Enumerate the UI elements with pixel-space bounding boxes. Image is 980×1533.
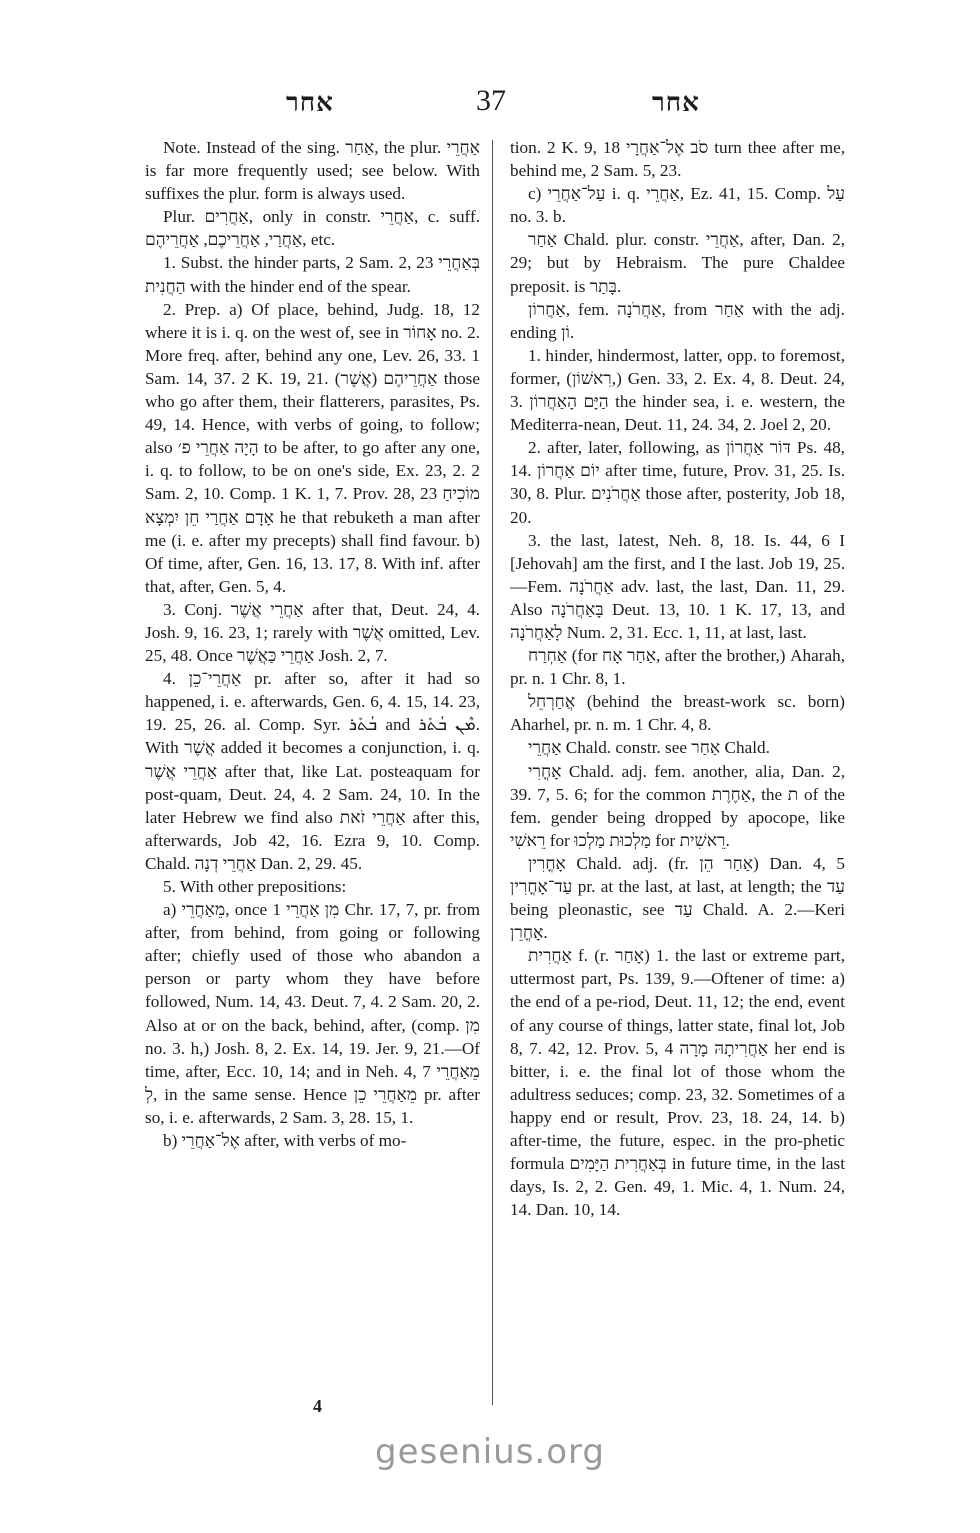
entry-paragraph: 5. With other prepositions: <box>163 877 347 896</box>
page-number: 37 <box>476 84 506 117</box>
entry-paragraph: אָחֳרִין Chald. adj. (fr. אַחַר הֵן) Dan. 4, 5 עַד־אָחֳרִין pr. at the last, at last, at length; the עַד being pleonastic, see עַד Chald. A. 2.—Keri אָחֳרֵן. <box>510 853 845 943</box>
right-column <box>510 136 845 1221</box>
entry-paragraph: 2. after, later, following, as דּוֹר אַחֲרוֹן Ps. 48, 14. יוֹם אַחֲרוֹן after time, future, Prov. 31, 25. Is. 30, 8. Plur. אַחֲרֹנִים those after, posterity, Job 18, 20. <box>510 438 846 527</box>
entry-paragraph: b) אֶל־אַחֲרֵי after, with verbs of mo- <box>163 1131 407 1151</box>
entry-paragraph: 1. Subst. the hinder parts, 2 Sam. 2, 23 בְּאַחֲרֵי הַחֲנִית with the hinder end of the spear. <box>145 253 480 296</box>
entry-paragraph: tion. 2 K. 9, 18 סֹב אֶל־אַחֲרָי turn thee after me, behind me, 2 Sam. 5, 23. <box>510 138 846 181</box>
entry-paragraph: Note. Instead of the sing. אַחַר, the plur. אַחֲרֵי is far more frequently used; see below. With suffixes the plur. form is always used. <box>145 138 480 204</box>
entry-paragraph: אַחֲרוֹן, fem. אַחֲרֹנָה, from אַחַר with the adj. ending וֹן. <box>510 299 845 342</box>
entry-paragraph: a) מֵאַחֲרֵי, once מִן אַחֲרֵי 1 Chr. 17, 7, pr. from after, from behind, from going or following after; chiefly used of those who abandon a person or party whom they have before followed, Num. 14, 43. Deut. 7, 4. 2 Sam. 20, 2. Also at or on the back, behind, after, (comp. מִן no. 3. h,) Josh. 8, 2. Ex. 14, 19. Jer. 9, 21.—Of time, after, Ecc. 10, 14; and in Neh. 4, 7 מֵאַחֲרֵי לְ, in the same sense. Hence מֵאַחֲרֵי כֵן pr. after so, i. e. afterwards, 2 Sam. 3, 28. 15, 1. <box>145 900 480 1127</box>
entry-paragraph: אָחֳרִי Chald. adj. fem. another, alia, Dan. 2, 39. 7, 5. 6; for the common אַחֶרֶת, the ת of the fem. gender being dropped by apocope, like רֵאשִׁי for מַלְכוּת מַלְכוּ for רֵאשִׁית. <box>510 761 845 850</box>
signature-mark: 4 <box>313 1396 322 1416</box>
entry-paragraph: אַחַר Chald. plur. constr. אַחֲרֵי, after, Dan. 2, 29; but by Hebraism. The pure Chaldee preposit. is בָּתַר. <box>510 230 845 296</box>
entry-paragraph: Plur. אַחֲרִים, only in constr. אַחֲרֵי, c. suff. אַחֲרַי, אַחֲרֵיכֶם, אַחֲרֵיהֶם, etc. <box>145 207 480 250</box>
entry-paragraph: 1. hinder, hindermost, latter, opp. to foremost, former, (רִאשׁוֹן,) Gen. 33, 2. Ex. 4, 8. Deut. 24, 3. הַיָּם הָאַחֲרוֹן the hinder sea, i. e. western, the Mediterra-nean, Deut. 11, 24. 34, 2. Joel 2, 20. <box>510 345 845 435</box>
left-column <box>145 136 480 1152</box>
entry-paragraph: 3. the last, latest, Neh. 8, 18. Is. 44, 6 I [Jehovah] am the first, and I the last. Job 19, 25.—Fem. אַחֲרֹנָה adv. last, the last, Dan. 11, 29. Also בָּאַחֲרֹנָה Deut. 13, 10. 1 K. 17, 13, and לָאַחֲרֹנָה Num. 2, 31. Ecc. 1, 11, at last, last. <box>510 530 845 642</box>
entry-paragraph: אַחֲרִית f. (r. אָחַר) 1. the last or extreme part, uttermost part, Ps. 139, 9.—Oftener of time: a) the end of a pe-riod, Deut. 11, 12; the end, event of any course of things, latter state, final lot, Job 8, 7. 42, 12. Prov. 5, 4 אַחֲרִיתָהּ מָרָה her end is bitter, i. e. the final lot of those whom the adultress seduces; comp. 23, 32. Sometimes of a happy end or result, Prov. 23, 18. 24, 14. b) after-time, the future, espec. in the pro-phetic formula בְּאַחֲרִית הַיָּמִים in future time, in the last days, Is. 2, 2. Gen. 49, 1. Mic. 4, 1. Num. 24, 14. Dan. 10, 14. <box>510 946 845 1220</box>
entry-paragraph: 3. Conj. אַחֲרֵי אֲשֶׁר after that, Deut. 24, 4. Josh. 9, 16. 23, 1; rarely with אֲשֶׁר omitted, Lev. 25, 48. Once אַחֲרֵי כַּאֲשֶׁר Josh. 2, 7. <box>145 599 480 666</box>
site-watermark: gesenius.org <box>375 1432 605 1472</box>
entry-paragraph: 4. אַחֲרֵי־כֵן pr. after so, after it had so happened, i. e. afterwards, Gen. 6, 4. 15, 14. 23, 19. 25, 26. al. Comp. Syr. ܒܳܬܰܪ and ܡܶܢ ܒܳܬܰܪ. With אֲשֶׁר added it becomes a conjunction, i. q. אַחֲרֵי אֲשֶׁר after that, like Lat. posteaquam for post-quam, Deut. 24, 4. 2 Sam. 24, 10. In the later Hebrew we find also אַחֲרֵי זֹאת after this, afterwards, Job 42, 16. Ezra 9, 10. Comp. Chald. אַחֲרֵי דְנָה Dan. 2, 29. 45. <box>145 669 480 873</box>
entry-paragraph: אַחְרַח (for אַחַר אָח, after the brother,) Aharah, pr. n. 1 Chr. 8, 1. <box>510 646 845 689</box>
entry-paragraph: 2. Prep. a) Of place, behind, Judg. 18, 12 where it is i. q. on the west of, see in אָחוֹר no. 2. More freq. after, behind any one, Lev. 26, 33. 1 Sam. 14, 37. 2 K. 19, 21. (אֲשֶׁר) אַחֲרֵיהֶם those who go after them, their flatterers, parasites, Ps. 49, 14. Hence, with verbs of going, to follow; also הָיָה אַחֲרֵי פ׳ to be after, to go after any one, i. q. to follow, to be on one's side, Ex. 23, 2. 2 Sam. 2, 10. Comp. 1 K. 1, 7. Prov. 28, 23 מוֹכִיחַ אָדָם אַחֲרַי חֵן יִמְצָא he that rebuketh a man after me (i. e. after my precepts) shall find favour. b) Of time, after, Gen. 16, 13. 17, 8. With inf. after that, after, Gen. 5, 4. <box>145 299 481 596</box>
running-head-right: אחר <box>652 88 700 117</box>
entry-paragraph: אֲחַרְחֵל (behind the breast-work sc. born) Aharhel, pr. n. m. 1 Chr. 4, 8. <box>510 692 845 735</box>
entry-paragraph: אַחֲרֵי Chald. constr. see אַחַר Chald. <box>528 738 770 758</box>
entry-paragraph: c) עַל־אַחֲרֵי i. q. אַחֲרֵי, Ez. 41, 15. Comp. עַל no. 3. b. <box>510 184 845 227</box>
running-head-left: אחר <box>286 88 334 117</box>
column-divider <box>492 140 493 1405</box>
